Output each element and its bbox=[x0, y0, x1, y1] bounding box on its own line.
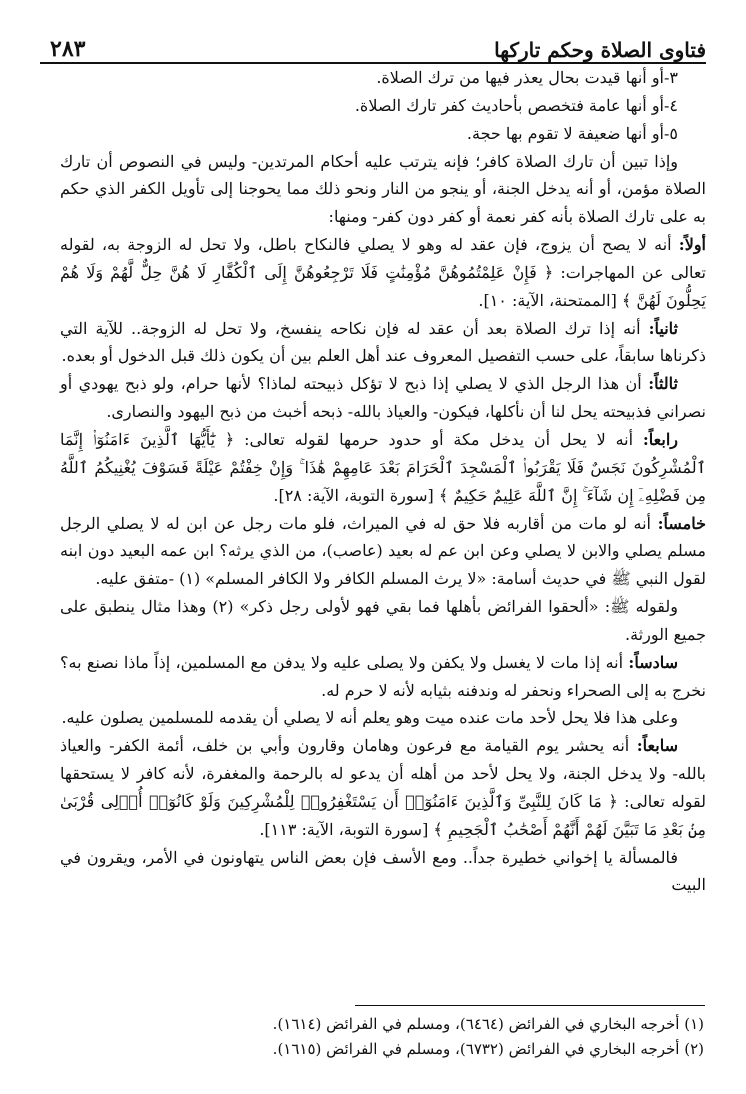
paragraph bbox=[60, 510, 706, 594]
paragraph-text: أن هذا الرجل الذي لا يصلي إذا ذبح لا تؤكل ذبيحته لماذا؟ لأنها حرام، ولو ذبح يهودي أو نصراني فذبيحته يحل لنا أن نأكلها، فيكون- والعياذ بالله- ذبحه أخبث من ذبح اليهود والنصارى. bbox=[60, 374, 706, 422]
running-header bbox=[50, 22, 706, 62]
paragraph-lead: سادساً: bbox=[628, 652, 678, 672]
paragraph-text: أنه إذا مات لا يغسل ولا يكفن ولا يصلى عليه ولا يدفن مع المسلمين، إذاً ماذا نصنع به؟ نخرج به إلى الصحراء ونحفر له وندفنه بثيابه لأنه لا حرم له. bbox=[60, 652, 706, 700]
paragraph-text: ٤-أو أنها عامة فتخصص بأحاديث كفر تارك الصلاة. bbox=[354, 95, 678, 115]
footnote-divider bbox=[355, 1005, 705, 1006]
paragraph-lead: سابعاً: bbox=[636, 736, 678, 756]
paragraph bbox=[60, 148, 706, 232]
paragraph bbox=[60, 704, 706, 732]
paragraph-text: فالمسألة يا إخواني خطيرة جداً.. ومع الأسف فإن بعض الناس يتهاونون في الأمر، ويقرون في البيت bbox=[60, 847, 706, 895]
paragraph-text: أنه لا يحل أن يدخل مكة أو حدود حرمها لقوله تعالى: ﴿ يَٰٓأَيُّهَا ٱلَّذِينَ ءَامَنُوٓا۟ إِنَّمَا ٱلْمُشْرِكُونَ نَجَسٌ فَلَا يَقْرَبُوا۟ ٱلْمَسْجِدَ ٱلْحَرَامَ بَعْدَ عَامِهِمْ هَٰذَا ۚ وَإِنْ خِفْتُمْ عَيْلَةً فَسَوْفَ يُغْنِيكُمُ ٱللَّهُ مِن فَضْلِهِۦٓ إِن شَآءَ ۚ إِنَّ ٱللَّهَ عَلِيمٌ حَكِيمٌ ﴾ [سورة التوبة، الآية: ٢٨]. bbox=[60, 429, 706, 505]
footnote: (١) أخرجه البخاري في الفرائض (٦٤٦٤)، ومسلم في الفرائض (١٦١٤). bbox=[272, 1015, 704, 1033]
body-text bbox=[60, 64, 706, 899]
running-title: فتاوى الصلاة وحكم تاركها bbox=[494, 38, 706, 62]
footnotes bbox=[60, 1012, 704, 1062]
paragraph-lead: خامساً: bbox=[657, 513, 706, 533]
paragraph-lead: ثانياً: bbox=[648, 318, 678, 338]
paragraph-text: أنه لو مات من أقاربه فلا حق له في الميراث، فلو مات رجل عن ابن له لا يصلي الرجل مسلم يصلي والابن لا يصلي وعن ابن عم له بعيد (عاصب)، من الذي يرثه؟ ابن عمه البعيد دون ابنه لقول النبي ﷺ في حديث أسامة: «لا يرث المسلم الكافر ولا الكافر المسلم» (١) -متفق عليه. bbox=[60, 513, 706, 589]
paragraph bbox=[60, 315, 706, 371]
paragraph-text: وعلى هذا فلا يحل لأحد مات عنده ميت وهو يعلم أنه لا يصلي أن يقدمه للمسلمين يصلون عليه. bbox=[61, 708, 678, 728]
paragraph-text: ولقوله ﷺ: «ألحقوا الفرائض بأهلها فما بقي فهو لأولى رجل ذكر» (٢) وهذا مثال ينطبق على جميع الورثة. bbox=[60, 597, 706, 644]
footnote: (٢) أخرجه البخاري في الفرائض (٦٧٣٢)، ومسلم في الفرائض (١٦١٥). bbox=[272, 1040, 704, 1058]
paragraph bbox=[60, 64, 706, 92]
paragraph-text: ٣-أو أنها قيدت بحال يعذر فيها من ترك الصلاة. bbox=[376, 68, 678, 87]
paragraph bbox=[60, 231, 706, 315]
paragraph-text: وإذا تبين أن تارك الصلاة كافر؛ فإنه يترتب عليه أحكام المرتدين- وليس في النصوص أن تارك الصلاة مؤمن، أو أنه يدخل الجنة، أو ينجو من النار ونحو ذلك مما يحوجنا إلى تأويل الكفر الذي حكم به على تارك الصلاة بأنه كفر نعمة أو كفر دون كفر- ومنها: bbox=[60, 151, 706, 227]
paragraph-text: أنه لا يصح أن يزوج، فإن عقد له وهو لا يصلي فالنكاح باطل، ولا تحل له الزوجة به، لقوله تعالى عن المهاجرات: ﴿ فَإِنْ عَلِمْتُمُوهُنَّ مُؤْمِنَٰتٍ فَلَا تَرْجِعُوهُنَّ إِلَى ٱلْكُفَّارِ لَا هُنَّ حِلٌّ لَّهُمْ وَلَا هُمْ يَحِلُّونَ لَهُنَّ ﴾ [الممتحنة، الآية: ١٠]. bbox=[60, 235, 706, 310]
paragraph bbox=[60, 92, 706, 120]
paragraph bbox=[60, 732, 706, 843]
paragraph bbox=[60, 844, 706, 900]
paragraph-text: أنه يحشر يوم القيامة مع فرعون وهامان وقارون وأبي بن خلف، أئمة الكفر- والعياذ بالله- ولا يدخل الجنة، ولا يحل لأحد من أهله أن يدعو له بالرحمة والمغفرة، لأنه كافر لا يستحقها لقوله تعالى: ﴿ مَا كَانَ لِلنَّبِىِّ وَٱلَّذِينَ ءَامَنُوٓا۟ أَن يَسْتَغْفِرُوا۟ لِلْمُشْرِكِينَ وَلَوْ كَانُوٓا۟ أُو۟لِى قُرْبَىٰ مِنۢ بَعْدِ مَا تَبَيَّنَ لَهُمْ أَنَّهُمْ أَصْحَٰبُ ٱلْجَحِيمِ ﴾ [سورة التوبة، الآية: ١١٣]. bbox=[60, 736, 707, 839]
paragraph-lead: رابعاً: bbox=[642, 429, 678, 449]
paragraph-lead: أولاً: bbox=[678, 235, 706, 255]
paragraph bbox=[60, 593, 706, 649]
paragraph-text: أنه إذا ترك الصلاة بعد أن عقد له فإن نكاحه ينفسخ، ولا تحل له الزوجة.. للآية التي ذكرناها سابقاً، على حسب التفصيل المعروف عند أهل العلم بين أن يكون ذلك قبل الدخول أو بعده. bbox=[60, 318, 706, 366]
paragraph bbox=[60, 370, 706, 426]
paragraph bbox=[60, 426, 706, 510]
paragraph-text: ٥-أو أنها ضعيفة لا تقوم بها حجة. bbox=[466, 123, 678, 143]
paragraph bbox=[60, 649, 706, 705]
paragraph bbox=[60, 120, 706, 148]
paragraph-lead: ثالثاً: bbox=[648, 374, 678, 394]
page-number: ٢٨٣ bbox=[50, 36, 86, 62]
